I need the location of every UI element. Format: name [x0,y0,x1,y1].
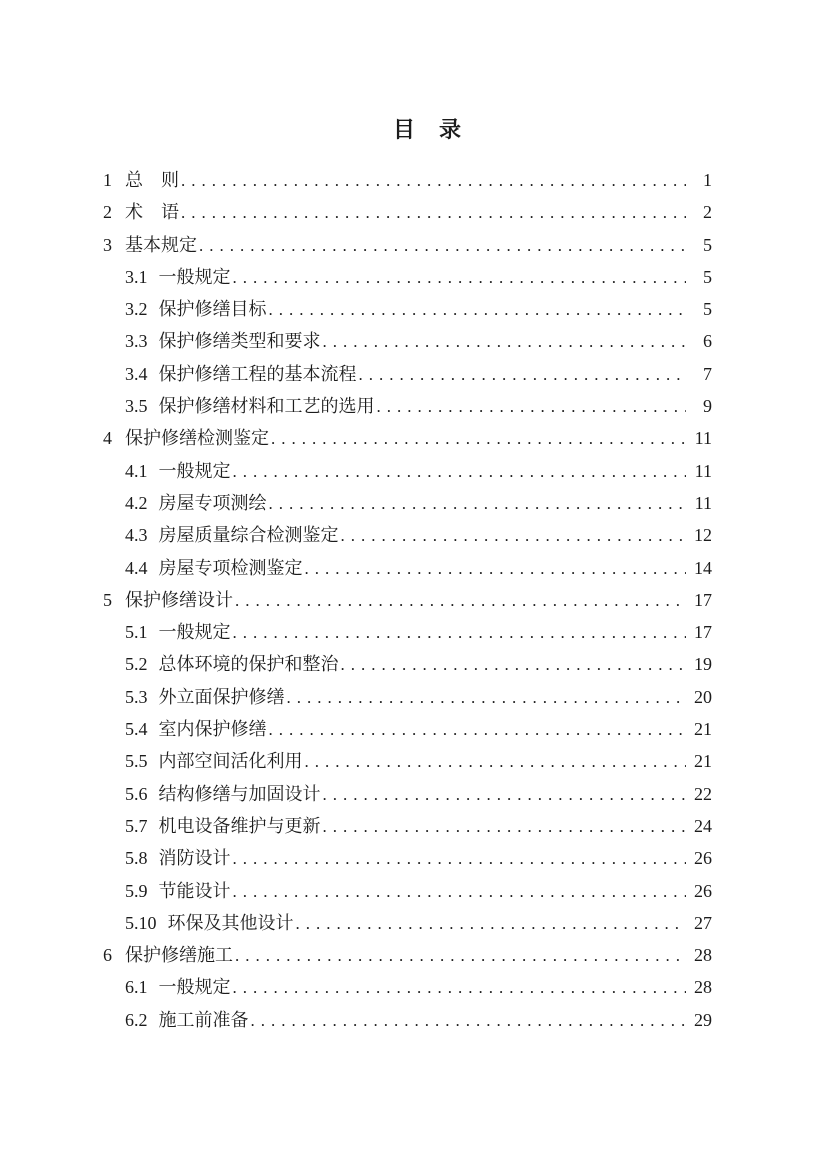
toc-entry-page: 7 [703,363,712,384]
toc-entry-label: 基本规定 [125,234,197,255]
dot-leader [339,520,687,552]
toc-entry-number: 4.1 [125,460,148,481]
toc-entry [103,519,712,551]
toc-entry-label: 房屋专项测绘 [158,492,267,513]
toc-entry-page: 29 [694,1009,712,1030]
toc-entry [103,713,712,745]
toc-entry-number: 5.5 [125,751,148,772]
dot-leader [269,423,686,455]
dot-leader [357,359,687,391]
toc-entry-number: 3.5 [125,396,148,417]
toc-entry-label: 保护修缮检测鉴定 [125,428,269,449]
toc-entry [103,842,712,874]
toc-entry-page: 22 [694,783,712,804]
toc-entry-number: 1 [103,170,112,190]
toc-entry-label: 房屋质量综合检测鉴定 [158,525,339,546]
toc-entry-number: 5.10 [125,912,157,933]
toc-title: 目 录 [392,117,462,142]
dot-leader [294,908,687,940]
toc-entry-number: 5.6 [125,783,148,804]
toc-entry-label: 保护修缮材料和工艺的选用 [158,396,375,417]
toc-entry-label: 房屋专项检测鉴定 [158,557,303,578]
toc-entry [103,552,712,584]
toc-entry-number: 5.8 [125,848,148,869]
toc-entry-label: 术 语 [125,202,179,223]
dot-leader [231,843,687,875]
dot-leader [267,714,687,746]
dot-leader [197,230,686,262]
toc-entry [103,422,712,454]
toc-entry [103,229,712,261]
toc-entry-page: 28 [694,945,712,966]
dot-leader [267,488,687,520]
toc-entry-page: 2 [703,202,712,223]
toc-entry-page: 1 [703,170,712,190]
dot-leader [231,617,687,649]
toc-entry-number: 3.3 [125,331,148,352]
toc-entry [103,1004,712,1036]
dot-leader [179,197,686,229]
dot-leader [233,585,686,617]
toc-entry-number: 4 [103,428,112,449]
toc-entry-page: 11 [694,428,712,449]
dot-leader [233,940,686,972]
toc-entry [103,648,712,680]
toc-entry-page: 12 [694,525,712,546]
toc-entry-number: 3.1 [125,266,148,287]
toc-entry-page: 19 [694,654,712,675]
toc-entry [103,810,712,842]
toc-entry [103,293,712,325]
toc-entry-number: 3.2 [125,299,148,320]
toc-entry-label: 节能设计 [158,880,231,901]
toc-entry [103,584,712,616]
toc-entry-label: 环保及其他设计 [167,912,294,933]
dot-leader [321,326,687,358]
toc-entry-page: 26 [694,848,712,869]
toc-entry [103,164,712,196]
toc-entry [103,681,712,713]
dot-leader [267,294,687,326]
toc-entry [103,261,712,293]
toc-entry-number: 4.3 [125,525,148,546]
toc-entry-number: 3 [103,234,112,255]
toc-entry-label: 保护修缮施工 [125,945,233,966]
toc-entry-label: 保护修缮设计 [125,589,233,610]
toc-entry-label: 保护修缮工程的基本流程 [158,363,357,384]
toc-entry [103,455,712,487]
toc-entry-number: 5.2 [125,654,148,675]
toc-entry-number: 6 [103,945,112,966]
toc-entry-number: 5 [103,589,112,610]
dot-leader [321,779,687,811]
toc-entry [103,778,712,810]
toc-entry [103,745,712,777]
toc-entry-number: 5.3 [125,686,148,707]
dot-leader [285,682,687,714]
toc-entry-number: 5.9 [125,880,148,901]
toc-entry-page: 21 [694,719,712,740]
toc-entry-page: 28 [694,977,712,998]
toc-entry-number: 4.4 [125,557,148,578]
toc-entry [103,907,712,939]
dot-leader [231,876,687,908]
toc-entry-label: 一般规定 [158,266,231,287]
toc-entry-page: 26 [694,880,712,901]
toc-entry-page: 14 [694,557,712,578]
toc-entry [103,196,712,228]
dot-leader [179,165,686,197]
toc-entry-label: 机电设备维护与更新 [158,815,321,836]
toc-entry-label: 一般规定 [158,977,231,998]
toc-entry-label: 外立面保护修缮 [158,686,285,707]
toc-entry-page: 20 [694,686,712,707]
toc-entry-page: 11 [694,492,712,513]
dot-leader [231,262,687,294]
toc-entry-page: 9 [703,396,712,417]
toc-entry [103,325,712,357]
toc-entry [103,939,712,971]
toc-entry-page: 6 [703,331,712,352]
toc-entry-label: 保护修缮类型和要求 [158,331,321,352]
toc-entry-page: 24 [694,815,712,836]
toc-entry-label: 一般规定 [158,460,231,481]
dot-leader [339,649,687,681]
dot-leader [249,1005,687,1037]
dot-leader [375,391,687,423]
toc-entry-page: 21 [694,751,712,772]
toc-entry [103,390,712,422]
toc-entry-number: 5.4 [125,719,148,740]
toc-entry-label: 室内保护修缮 [158,719,267,740]
toc-entry-page: 5 [703,299,712,320]
toc-entry-number: 6.1 [125,977,148,998]
toc-entry-label: 施工前准备 [158,1009,249,1030]
toc-entry [103,487,712,519]
toc-entry-label: 总 则 [125,170,179,190]
dot-leader [231,972,687,1004]
toc-entry-label: 消防设计 [158,848,231,869]
toc-entry-page: 5 [703,266,712,287]
toc-entry-page: 17 [694,589,712,610]
toc-entry-number: 5.7 [125,815,148,836]
toc-entry-page: 17 [694,622,712,643]
toc-entry-label: 结构修缮与加固设计 [158,783,321,804]
toc-entry [103,358,712,390]
toc-entry [103,875,712,907]
toc-entry-number: 2 [103,202,112,223]
toc-entry-number: 6.2 [125,1009,148,1030]
dot-leader [321,811,687,843]
toc-entry-page: 27 [694,912,712,933]
dot-leader [231,456,687,488]
toc-entry-label: 一般规定 [158,622,231,643]
toc-list [103,164,712,1036]
toc-entry-number: 4.2 [125,492,148,513]
dot-leader [303,746,687,778]
dot-leader [303,553,687,585]
toc-entry-label: 保护修缮目标 [158,299,267,320]
toc-entry [103,616,712,648]
toc-entry [103,971,712,1003]
toc-entry-number: 3.4 [125,363,148,384]
toc-entry-page: 11 [694,460,712,481]
toc-entry-label: 总体环境的保护和整治 [158,654,339,675]
toc-entry-label: 内部空间活化利用 [158,751,303,772]
toc-entry-page: 5 [703,234,712,255]
toc-entry-number: 5.1 [125,622,148,643]
